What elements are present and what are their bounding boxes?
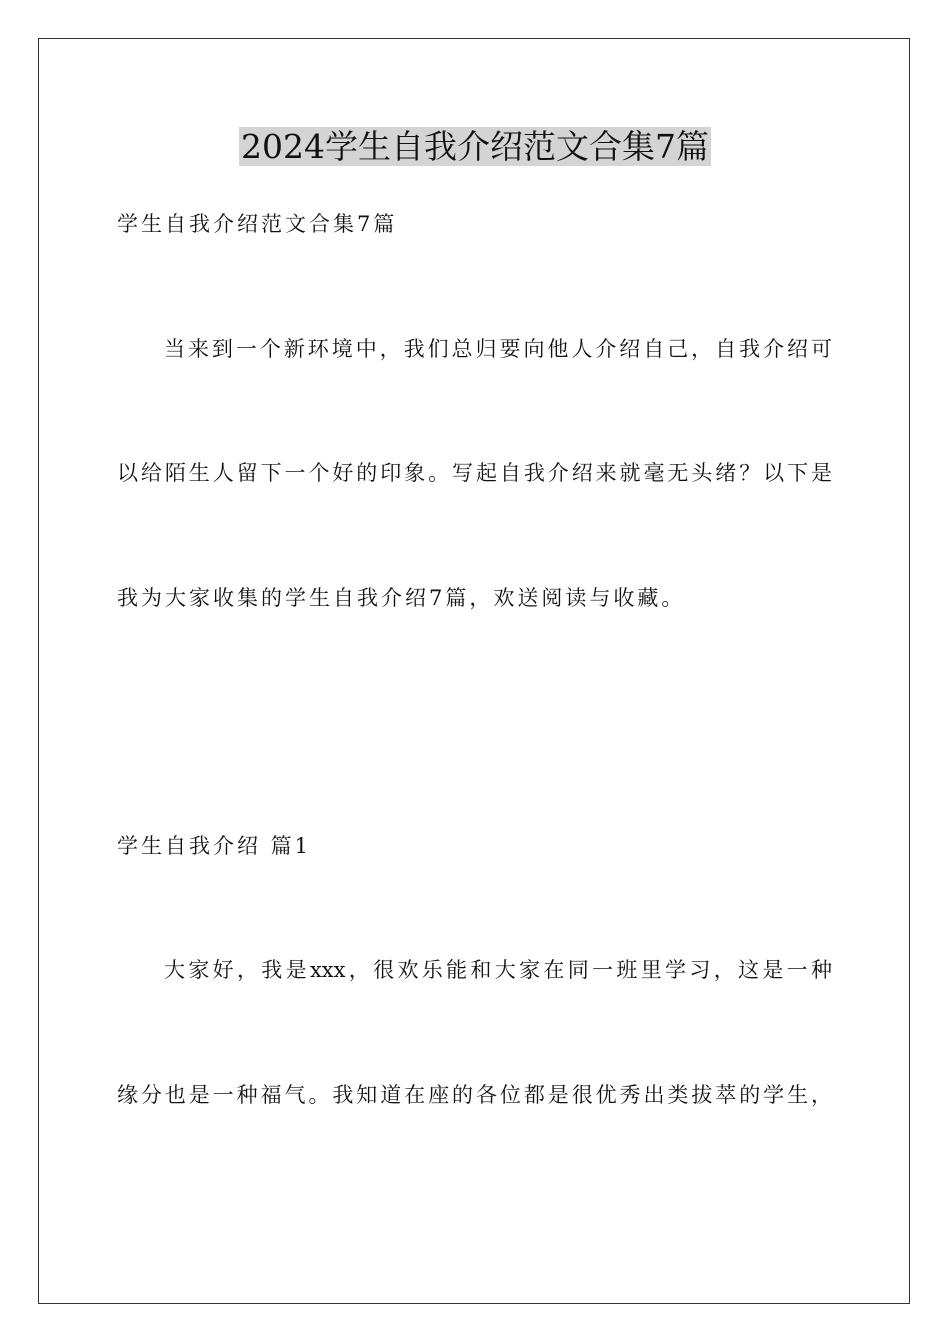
section-paragraph-line: 缘分也是一种福气。我知道在座的各位都是很优秀出类拔萃的学生， bbox=[117, 1083, 832, 1107]
section-heading: 学生自我介绍 篇1 bbox=[117, 834, 312, 858]
document-subtitle: 学生自我介绍范文合集7篇 bbox=[117, 212, 398, 236]
document-title bbox=[0, 126, 950, 168]
intro-paragraph-line: 以给陌生人留下一个好的印象。写起自我介绍来就毫无头绪？以下是 bbox=[117, 461, 832, 485]
intro-paragraph-line: 当来到一个新环境中，我们总归要向他人介绍自己，自我介绍可 bbox=[164, 337, 832, 361]
intro-paragraph-line: 我为大家收集的学生自我介绍7篇，欢送阅读与收藏。 bbox=[117, 586, 686, 610]
section-paragraph-line: 大家好，我是xxx，很欢乐能和大家在同一班里学习，这是一种 bbox=[164, 958, 832, 982]
document-title-text: 2024学生自我介绍范文合集7篇 bbox=[241, 127, 709, 166]
